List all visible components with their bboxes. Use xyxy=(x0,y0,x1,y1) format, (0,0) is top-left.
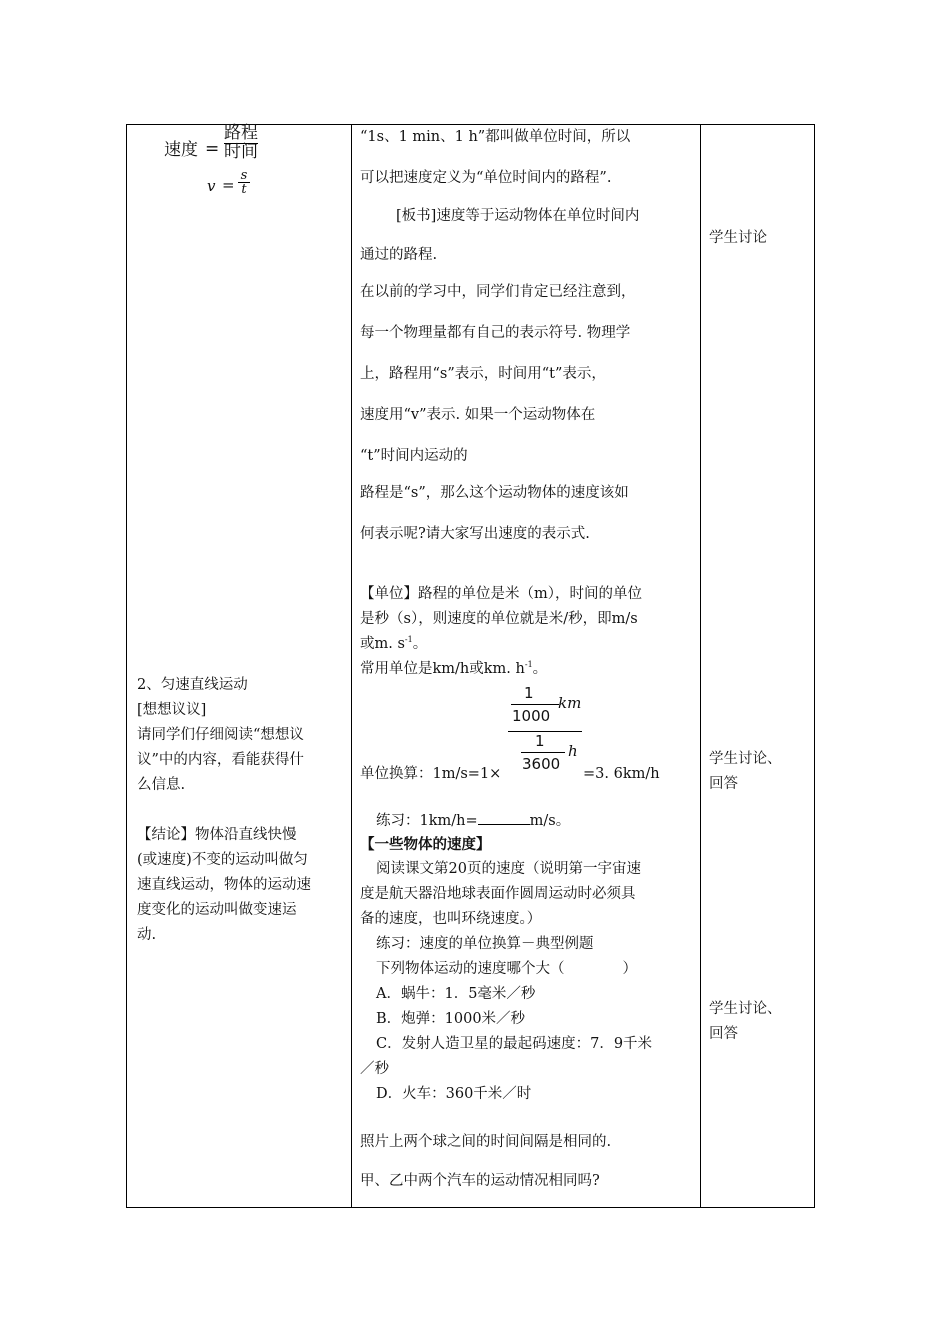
formula-denominator: 时间 xyxy=(224,141,258,162)
formula-v-fraction xyxy=(238,169,250,196)
paragraph-line: 每一个物理量都有自己的表示符号. 物理学 xyxy=(360,325,631,341)
option-c: C．发射人造卫星的最起码速度：7．9千米 xyxy=(376,1036,653,1052)
fraction-denominator-3600: 3600 xyxy=(522,755,561,773)
paragraph-line: 在以前的学习中，同学们肯定已经注意到， xyxy=(360,284,636,300)
column-divider xyxy=(351,125,352,1207)
question: 下列物体运动的速度哪个大（ ） xyxy=(376,961,637,977)
fraction-denominator-1000: 1000 xyxy=(512,707,551,725)
section-title: 2、匀速直线运动 xyxy=(137,677,248,693)
think-line: 么信息. xyxy=(137,777,186,793)
photo-line: 甲、乙中两个汽车的运动情况相同吗? xyxy=(360,1173,600,1189)
fraction-bar xyxy=(511,704,559,705)
practice-line: 练习：1km/h= m/s。 xyxy=(376,813,571,829)
blackboard-line: 通过的路程. xyxy=(360,247,438,263)
formula-fraction xyxy=(224,125,258,162)
paragraph-line: “t”时间内运动的 xyxy=(360,448,468,464)
unit-km: km xyxy=(558,694,582,712)
think-line: 议”中的内容，看能获得什 xyxy=(137,752,304,768)
paragraph-line: 路程是“s”，那么这个运动物体的速度该如 xyxy=(360,485,629,501)
fraction-numerator-1: 1 xyxy=(524,684,534,702)
answer-blank[interactable] xyxy=(478,812,530,825)
option-a: A．蜗牛：1．5毫米／秒 xyxy=(376,986,536,1002)
conclusion-line: 动. xyxy=(137,927,157,943)
column-divider xyxy=(700,125,701,1207)
option-c-cont: ／秒 xyxy=(360,1061,389,1077)
photo-line: 照片上两个球之间的时间间隔是相同的. xyxy=(360,1134,612,1150)
common-unit-line: 常用单位是km/h或km. $h^{-1}$。 xyxy=(360,660,548,677)
conclusion-line: 度变化的运动叫做变速运 xyxy=(137,902,297,918)
activity-1: 学生讨论 xyxy=(709,230,767,246)
read-line: 阅读课文第20页的速度（说明第一宇宙速 xyxy=(376,861,641,877)
formula-v-equals: = xyxy=(222,176,235,194)
unit-line: 是秒（s），则速度的单位就是米/秒，即m/s xyxy=(360,611,638,627)
option-b: B．炮弹：1000米／秒 xyxy=(376,1011,526,1027)
fraction-bar xyxy=(521,752,565,753)
paragraph-line: 速度用“v”表示. 如果一个运动物体在 xyxy=(360,407,596,423)
paragraph-line: 可以把速度定义为“单位时间内的路程”. xyxy=(360,170,612,186)
activity-3: 回答 xyxy=(709,1026,738,1042)
formula-t: t xyxy=(241,182,247,197)
read-line: 度是航天器沿地球表面作圆周运动时必须具 xyxy=(360,886,636,902)
unit-line: 或m. $s^{-1}$。 xyxy=(360,635,428,652)
activity-2: 学生讨论、 xyxy=(709,751,782,767)
read-line: 备的速度，也叫环绕速度。） xyxy=(360,911,542,927)
unit-h: h xyxy=(568,742,578,760)
unit-line: 【单位】路程的单位是米（m），时间的单位 xyxy=(360,586,642,602)
activity-2: 回答 xyxy=(709,776,738,792)
conclusion-line: (或速度)不变的运动叫做匀 xyxy=(137,852,308,868)
think-line: 请同学们仔细阅读“想想议 xyxy=(137,727,304,743)
practice-title: 练习：速度的单位换算－典型例题 xyxy=(376,936,594,952)
conversion-prefix: 单位换算：1m/s=1× xyxy=(360,766,502,782)
formula-s: s xyxy=(240,168,248,183)
formula-numerator: 路程 xyxy=(224,123,258,143)
conclusion-line: 【结论】物体沿直线快慢 xyxy=(137,827,297,843)
formula-v: v xyxy=(207,177,216,195)
paragraph-line: “1s、1 min、1 h”都叫做单位时间，所以 xyxy=(360,129,631,145)
blackboard-line: [板书]速度等于运动物体在单位时间内 xyxy=(396,208,640,224)
formula-lhs: 速度 xyxy=(164,140,198,160)
main-fraction-bar xyxy=(508,731,582,732)
activity-3: 学生讨论、 xyxy=(709,1001,782,1017)
conversion-suffix: =3. 6km/h xyxy=(583,766,660,782)
fraction-numerator-2: 1 xyxy=(535,732,545,750)
think-label: [想想议议] xyxy=(137,702,207,718)
paragraph-line: 何表示呢?请大家写出速度的表示式. xyxy=(360,526,590,542)
option-d: D．火车：360千米／时 xyxy=(376,1086,532,1102)
conclusion-line: 速直线运动，物体的运动速 xyxy=(137,877,311,893)
speeds-title: 【一些物体的速度】 xyxy=(360,836,491,853)
paragraph-line: 上，路程用“s”表示，时间用“t”表示， xyxy=(360,366,606,382)
formula-equals: = xyxy=(205,139,220,159)
